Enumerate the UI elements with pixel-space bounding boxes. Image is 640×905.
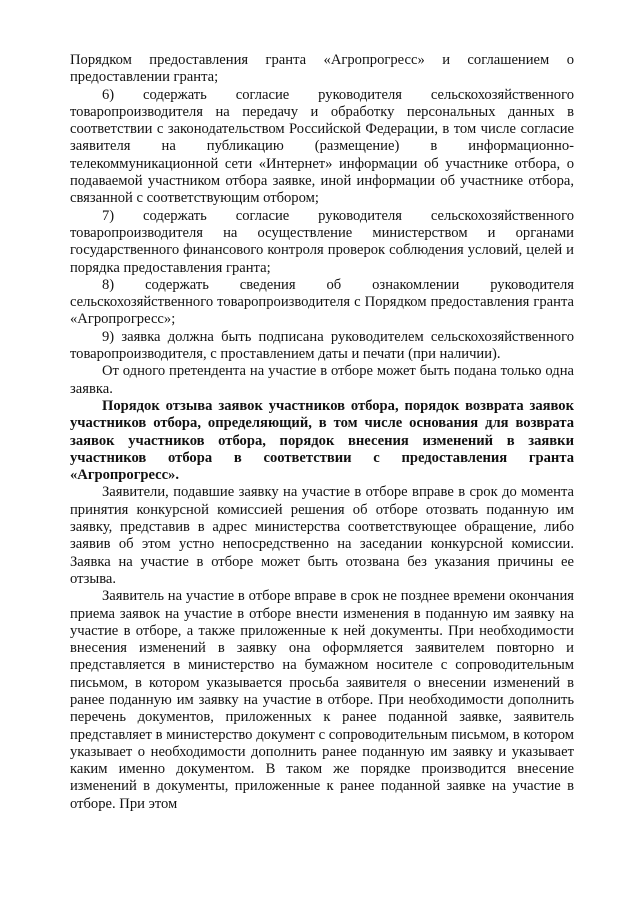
section-heading-withdrawal: Порядок отзыва заявок участников отбора, порядок возврата заявок участников отбора, определяющий, в том числе основания для возврата заявок участников отбора, порядок внесения изменений в заявки участников отбора в соответствии с предоставления гранта «Агропрогресс». xyxy=(70,397,574,484)
paragraph-single-application: От одного претендента на участие в отборе может быть подана только одна заявка. xyxy=(70,363,574,397)
paragraph-amendments: Заявитель на участие в отборе вправе в срок не позднее времени окончания приема заявок на участие в отборе внести изменения в поданную им заявку на участие в отборе, а также приложенные к ней документы. При необходимости внесения изменений в заявку она оформляется заявителем повторно и представляется в министерство на бумажном носителе с сопроводительным письмом, в котором указывается просьба заявителя о внесении изменений в ранее поданную им заявку на участие в отборе. При необходимости дополнить перечень документов, приложенных к ранее поданной заявке, заявитель представляет в министерство документ с сопроводительным письмом, в котором указывает о необходимости дополнить ранее поданную им заявку и указывает каким именно документом. В таком же порядке производится внесение изменений в документы, приложенные к ранее поданной заявке на участие в отборе. При этом xyxy=(70,588,574,812)
paragraph-item-9: 9) заявка должна быть подписана руководителем сельскохозяйственного товаропроизводителя, с проставлением даты и печати (при наличии). xyxy=(70,328,574,363)
document-page xyxy=(70,52,574,813)
paragraph-item-7: 7) содержать согласие руководителя сельскохозяйственного товаропроизводителя на осуществление министерством и органами государственного финансового контроля проверок соблюдения условий, целей и порядка предоставления гранта; xyxy=(70,207,574,276)
paragraph-continuation: Порядком предоставления гранта «Агропрогресс» и соглашением о предоставлении гранта; xyxy=(70,52,574,86)
paragraph-item-8: 8) содержать сведения об ознакомлении руководителя сельскохозяйственного товаропроизводителя с Порядком предоставления гранта «Агропрогресс»; xyxy=(70,276,574,328)
paragraph-withdrawal: Заявители, подавшие заявку на участие в отборе вправе в срок до момента принятия конкурсной комиссией решения об отборе отозвать поданную им заявку, представив в адрес министерства соответствующее обращение, либо заявив об этом устно непосредственно на заседании конкурсной комиссии. Заявка на участие в отборе может быть отозвана без указания причины ее отзыва. xyxy=(70,484,574,587)
paragraph-item-6: 6) содержать согласие руководителя сельскохозяйственного товаропроизводителя на передачу и обработку персональных данных в соответствии с законодательством Российской Федерации, в том числе согласие заявителя на публикацию (размещение) в информационно-телекоммуникационной сети «Интернет» информации об участнике отбора, о подаваемой участником отбора заявке, иной информации об участнике отбора, связанной с соответствующим отбором; xyxy=(70,86,574,207)
